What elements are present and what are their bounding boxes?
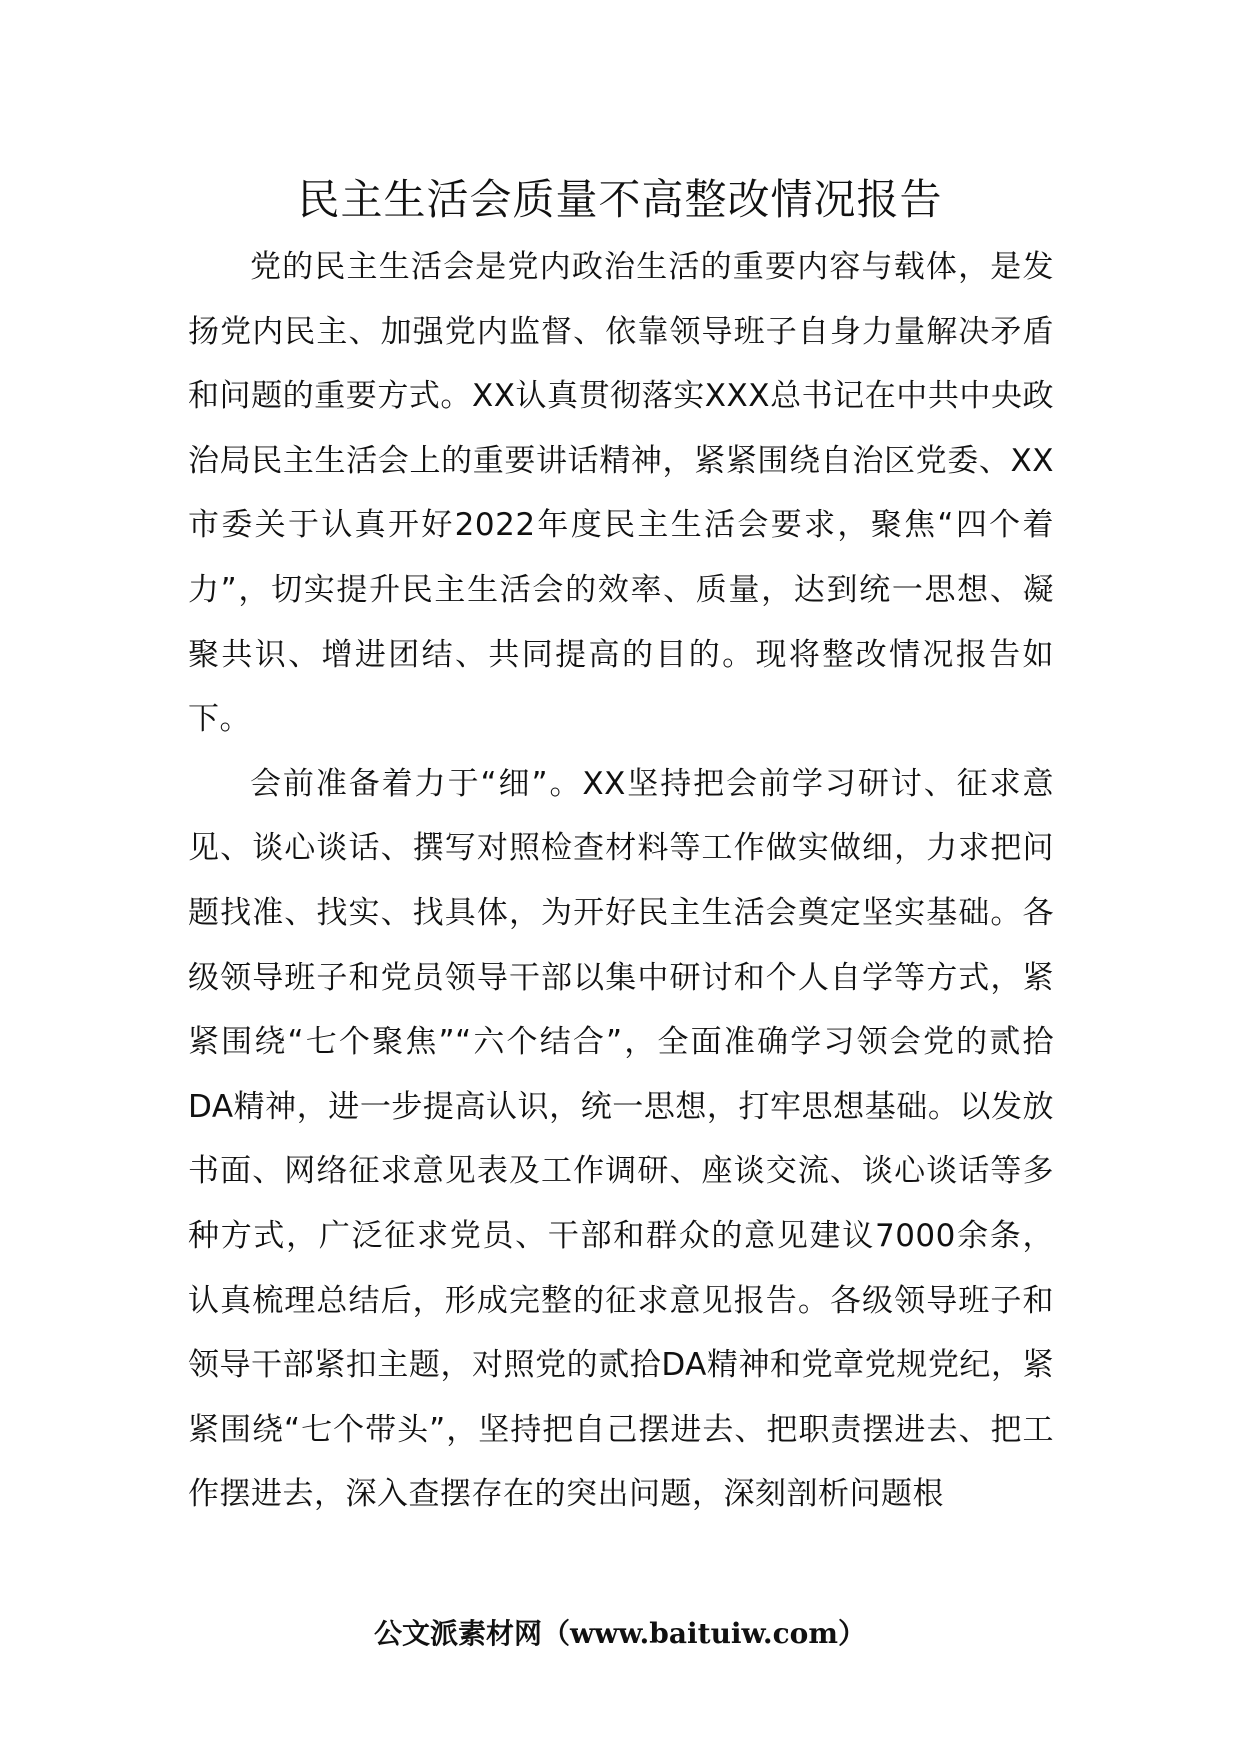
footer-watermark: 公文派素材网（www.baituiw.com） bbox=[374, 1617, 866, 1650]
paragraph-preparation: 会前准备着力于“细”。XX坚持把会前学习研讨、征求意见、谈心谈话、撰写对照检查材料等工作做实做细，力求把问题找准、找实、找具体，为开好民主生活会奠定坚实基础。各级领导班子和党员领导干部以集中研讨和个人自学等方式，紧紧围绕“七个聚焦”“六个结合”，全面准确学习领会党的贰拾DA精神，进一步提高认识，统一思想，打牢思想基础。以发放书面、网络征求意见表及工作调研、座谈交流、谈心谈话等多种方式，广泛征求党员、干部和群众的意见建议7000余条，认真梳理总结后，形成完整的征求意见报告。各级领导班子和领导干部紧扣主题，对照党的贰拾DA精神和党章党规党纪，紧紧围绕“七个带头”，坚持把自己摆进去、把职责摆进去、把工作摆进去，深入查摆存在的突出问题，深刻剖析问题根 bbox=[188, 765, 1054, 1513]
paragraph-intro: 党的民主生活会是党内政治生活的重要内容与载体，是发扬党内民主、加强党内监督、依靠领导班子自身力量解决矛盾和问题的重要方式。XX认真贯彻落实XXX总书记在中共中央政治局民主生活会上的重要讲话精神，紧紧围绕自治区党委、XX市委关于认真开好2022年度民主生活会要求，聚焦“四个着力”，切实提升民主生活会的效率、质量，达到统一思想、凝聚共识、增进团结、共同提高的目的。现将整改情况报告如下。 bbox=[188, 249, 1054, 738]
document-title: 民主生活会质量不高整改情况报告 bbox=[297, 175, 943, 224]
document-body bbox=[188, 235, 1054, 1527]
